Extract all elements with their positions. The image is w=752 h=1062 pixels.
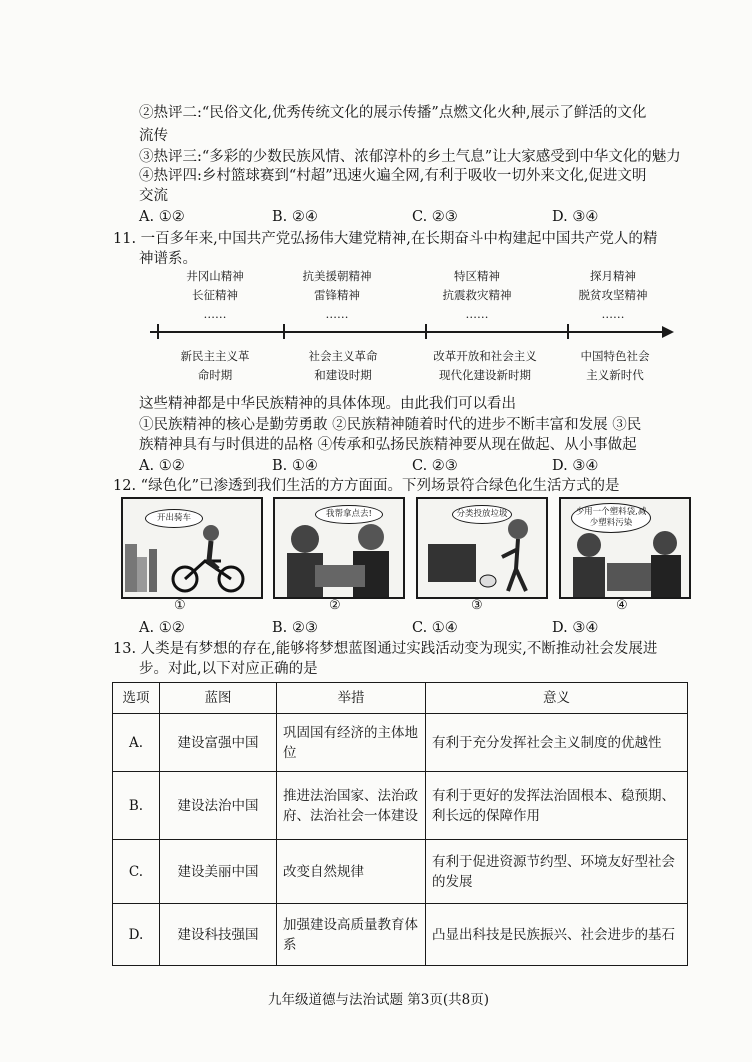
period-label: 中国特色社会 [580, 349, 650, 363]
header-measure: 举措 [277, 683, 426, 714]
row-measure: 改变自然规律 [277, 840, 426, 904]
timeline-spirits-2 [272, 267, 402, 324]
cartoon-2-shopping [273, 497, 405, 599]
q13-stem-line2: 步。对此,以下对应正确的是 [139, 661, 318, 677]
row-meaning: 有利于更好的发挥法治固根本、稳预期、利长远的保障作用 [426, 772, 688, 840]
q13-stem-line1: 13. 人类是有梦想的存在,能够将梦想蓝图通过实践活动变为现实,不断推动社会发展进 [113, 641, 658, 657]
row-option: C. [113, 840, 160, 904]
q11-body-line1: 这些精神都是中华民族精神的具体体现。由此我们可以看出 [139, 396, 516, 412]
timeline-period-4 [540, 347, 690, 385]
bubble-text: 我帮拿点去! [315, 505, 383, 524]
timeline-period-2 [268, 347, 418, 385]
q12-option-d: D. ③④ [552, 620, 599, 636]
cartoon-4-plastic-bag [559, 497, 691, 599]
bubble-text: 少用一个塑料袋,减少塑料污染 [571, 503, 651, 533]
timeline-tick [157, 324, 159, 339]
page-footer: 九年级道德与法治试题 第3页(共8页) [268, 992, 490, 1008]
period-label: 社会主义革命 [308, 349, 378, 363]
table-row [113, 904, 688, 966]
cartoon-1-cycling [121, 497, 263, 599]
period-label: 命时期 [197, 368, 233, 382]
spirit-name: 探月精神 [590, 269, 636, 283]
cartoon-label-4: ④ [616, 598, 628, 613]
row-measure: 推进法治国家、法治政府、法治社会一体建设 [277, 772, 426, 840]
q11-stem-line1: 11. 一百多年来,中国共产党弘扬伟大建党精神,在长期奋斗中构建起中国共产党人的精 [113, 231, 658, 247]
row-meaning: 有利于充分发挥社会主义制度的优越性 [426, 714, 688, 772]
timeline-spirits-3 [412, 267, 542, 324]
q11-stem-line2: 神谱系。 [139, 251, 197, 267]
period-label: 现代化建设新时期 [439, 368, 531, 382]
q11-option-c: C. ②③ [412, 458, 458, 474]
timeline-axis [150, 331, 670, 333]
ellipsis: …… [465, 307, 489, 321]
timeline-spirits-4 [548, 267, 678, 324]
q11-body-line2: ①民族精神的核心是勤劳勇敢 ②民族精神随着时代的进步不断丰富和发展 ③民 [139, 417, 642, 433]
table-row [113, 840, 688, 904]
spirit-name: 长征精神 [192, 288, 238, 302]
bubble-text: 分类投放垃圾 [452, 505, 512, 524]
period-label: 新民主主义革 [180, 349, 250, 363]
cartoon-label-3: ③ [471, 598, 483, 613]
ellipsis: …… [325, 307, 349, 321]
timeline-tick [567, 324, 569, 339]
q10-option-b: B. ②④ [272, 209, 318, 225]
q11-option-d: D. ③④ [552, 458, 599, 474]
timeline-tick [425, 324, 427, 339]
table-row [113, 772, 688, 840]
spirit-name: 特区精神 [454, 269, 500, 283]
q12-option-a: A. ①② [139, 620, 185, 636]
spirit-name: 脱贫攻坚精神 [578, 288, 648, 302]
q10-comment3: ③热评三:“多彩的少数民族风情、浓郁淳朴的乡土气息”让大家感受到中华文化的魅力 [139, 149, 681, 165]
spirit-name: 井冈山精神 [186, 269, 244, 283]
header-plan: 蓝图 [160, 683, 277, 714]
period-label: 主义新时代 [586, 368, 644, 382]
spirit-name: 雷锋精神 [314, 288, 360, 302]
row-meaning: 有利于促进资源节约型、环境友好型社会的发展 [426, 840, 688, 904]
row-measure: 巩固国有经济的主体地位 [277, 714, 426, 772]
row-option: A. [113, 714, 160, 772]
timeline-tick [283, 324, 285, 339]
row-plan: 建设美丽中国 [160, 840, 277, 904]
row-plan: 建设富强中国 [160, 714, 277, 772]
row-plan: 建设科技强国 [160, 904, 277, 966]
row-option: D. [113, 904, 160, 966]
period-label: 改革开放和社会主义 [433, 349, 537, 363]
q10-option-d: D. ③④ [552, 209, 599, 225]
table-header-row [113, 683, 688, 714]
q12-stem: 12. “绿色化”已渗透到我们生活的方方面面。下列场景符合绿色化生活方式的是 [113, 478, 620, 494]
q11-option-a: A. ①② [139, 458, 185, 474]
header-meaning: 意义 [426, 683, 688, 714]
timeline-period-3 [410, 347, 560, 385]
q10-comment4-line1: ④热评四:乡村篮球赛到“村超”迅速火遍全网,有利于吸收一切外来文化,促进文明 [139, 168, 647, 184]
timeline-spirits-1 [150, 267, 280, 324]
q10-comment2-line1: ②热评二:“民俗文化,优秀传统文化的展示传播”点燃文化火种,展示了鲜活的文化 [139, 105, 647, 121]
q12-option-c: C. ①④ [412, 620, 458, 636]
cartoon-label-2: ② [329, 598, 341, 613]
header-option: 选项 [113, 683, 160, 714]
period-label: 和建设时期 [314, 368, 372, 382]
row-measure: 加强建设高质量教育体系 [277, 904, 426, 966]
q11-option-b: B. ①④ [272, 458, 318, 474]
ellipsis: …… [203, 307, 227, 321]
q13-options-table [112, 682, 688, 966]
q10-option-a: A. ①② [139, 209, 185, 225]
timeline-arrow-icon [662, 326, 674, 338]
q10-option-c: C. ②③ [412, 209, 458, 225]
q11-body-line3: 族精神具有与时俱进的品格 ④传承和弘扬民族精神要从现在做起、从小事做起 [139, 437, 637, 453]
spirit-name: 抗美援朝精神 [302, 269, 372, 283]
row-plan: 建设法治中国 [160, 772, 277, 840]
q10-comment2-line2: 流传 [139, 128, 168, 144]
cartoon-label-1: ① [174, 598, 186, 613]
ellipsis: …… [601, 307, 625, 321]
row-option: B. [113, 772, 160, 840]
bubble-text: 开出骑车 [145, 509, 203, 528]
row-meaning: 凸显出科技是民族振兴、社会进步的基石 [426, 904, 688, 966]
q12-option-b: B. ②③ [272, 620, 318, 636]
q10-comment4-line2: 交流 [139, 188, 168, 204]
cartoon-3-garbage-sorting [416, 497, 548, 599]
spirit-name: 抗震救灾精神 [442, 288, 512, 302]
table-row [113, 714, 688, 772]
